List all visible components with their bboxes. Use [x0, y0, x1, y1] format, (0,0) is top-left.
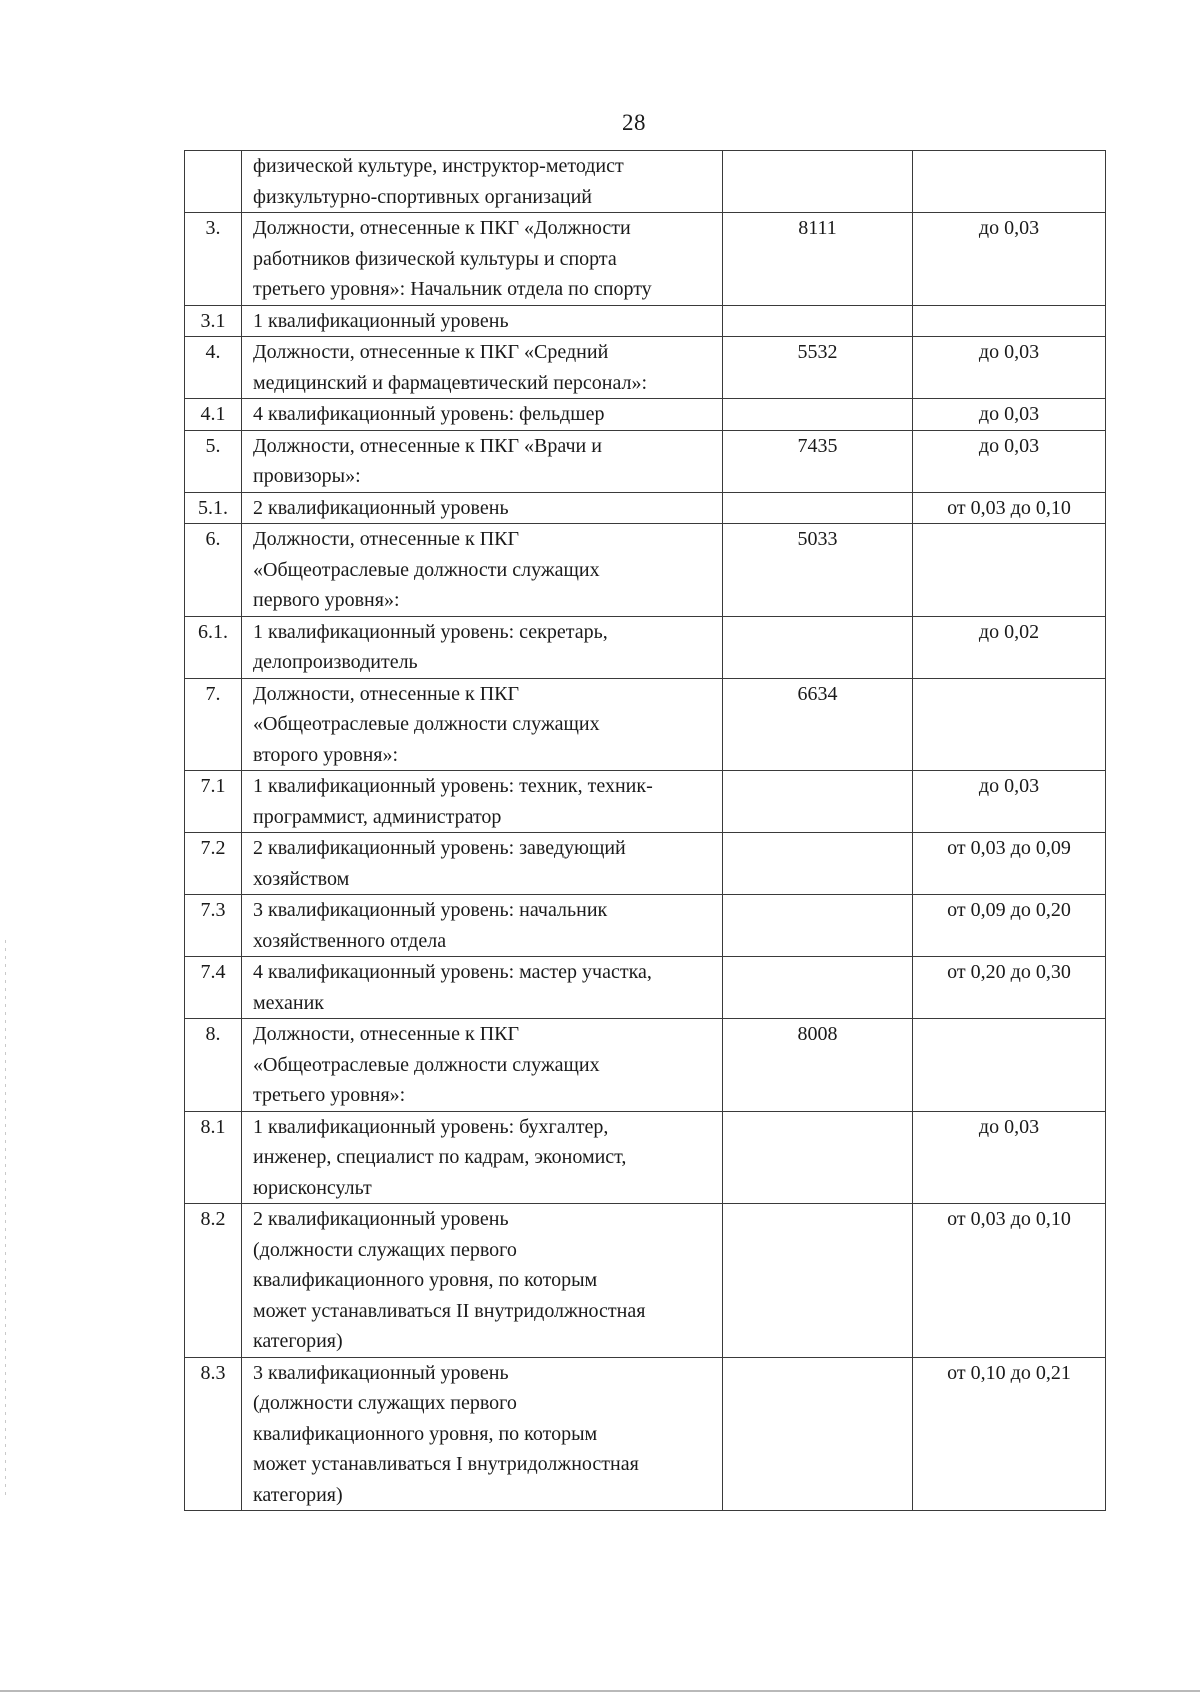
position-description-cell: [242, 1204, 723, 1358]
page-bottom-edge: [0, 1690, 1200, 1692]
description-line: провизоры»:: [253, 465, 361, 487]
description-line: 1 квалификационный уровень: [253, 309, 509, 332]
coefficient-cell: [913, 305, 1106, 337]
position-description-cell: [242, 399, 723, 431]
coefficient-cell: от 0,09 до 0,20: [913, 895, 1106, 957]
table-row: [185, 678, 1106, 771]
table-row: [185, 213, 1106, 306]
table-row: [185, 430, 1106, 492]
code-cell: 6634: [723, 678, 913, 771]
coefficient-cell: до 0,03: [913, 1111, 1106, 1204]
code-cell: 5532: [723, 337, 913, 399]
row-number-cell: 5.1.: [185, 492, 242, 524]
position-description-cell: [242, 524, 723, 617]
row-number-cell: 7.: [185, 678, 242, 771]
description-line: первого уровня»:: [253, 589, 400, 611]
description-line: 4 квалификационный уровень: фельдшер: [253, 403, 605, 425]
page-number: 28: [622, 110, 646, 135]
description-line: Должности, отнесенные к ПКГ: [253, 528, 520, 550]
description-line: 2 квалификационный уровень: [253, 496, 509, 519]
description-line: квалификационного уровня, по которым: [253, 1422, 598, 1445]
code-cell: [723, 833, 913, 895]
table-row: [185, 895, 1106, 957]
row-number-cell: 7.4: [185, 957, 242, 1019]
description-line: физкультурно-спортивных организаций: [253, 185, 593, 208]
code-cell: [723, 957, 913, 1019]
code-cell: [723, 616, 913, 678]
position-description-cell: [242, 1111, 723, 1204]
row-number-cell: 8.2: [185, 1204, 242, 1358]
description-line: третьего уровня»: Начальник отдела по спорту: [253, 278, 652, 300]
description-line: хозяйственного отдела: [253, 929, 447, 952]
scan-edge-artifact: [5, 940, 6, 1500]
row-number-cell: 8.3: [185, 1357, 242, 1511]
row-number-cell: 3.: [185, 213, 242, 306]
row-number-cell: 4.: [185, 337, 242, 399]
coefficient-cell: до 0,02: [913, 616, 1106, 678]
position-description-cell: [242, 895, 723, 957]
row-number-cell: 7.2: [185, 833, 242, 895]
table-row: [185, 524, 1106, 617]
position-description-cell: [242, 1019, 723, 1112]
code-cell: [723, 305, 913, 337]
table-row: [185, 1357, 1106, 1511]
code-cell: [723, 492, 913, 524]
description-line: Должности, отнесенные к ПКГ «Должности: [253, 217, 631, 239]
table-row: [185, 305, 1106, 337]
coefficient-cell: [913, 678, 1106, 771]
position-description-cell: [242, 492, 723, 524]
row-number-cell: 6.1.: [185, 616, 242, 678]
description-line: физической культуре, инструктор-методист: [253, 155, 624, 177]
description-line: Должности, отнесенные к ПКГ: [253, 682, 520, 705]
code-cell: [723, 399, 913, 431]
description-line: «Общеотраслевые должности служащих: [253, 1053, 600, 1076]
row-number-cell: 8.: [185, 1019, 242, 1112]
code-cell: 5033: [723, 524, 913, 617]
position-description-cell: [242, 430, 723, 492]
description-line: может устанавливаться II внутридолжностная: [253, 1299, 646, 1322]
code-cell: 7435: [723, 430, 913, 492]
row-number-cell: [185, 151, 242, 213]
description-line: третьего уровня»:: [253, 1084, 406, 1106]
row-number-cell: 3.1: [185, 305, 242, 337]
table-row: [185, 833, 1106, 895]
description-line: может устанавливаться I внутридолжностная: [253, 1453, 639, 1475]
description-line: категория): [253, 1330, 343, 1352]
table-row: [185, 337, 1106, 399]
position-description-cell: [242, 305, 723, 337]
coefficient-cell: [913, 524, 1106, 617]
position-description-cell: [242, 213, 723, 306]
coefficient-cell: до 0,03: [913, 337, 1106, 399]
description-line: «Общеотраслевые должности служащих: [253, 558, 600, 581]
description-line: Должности, отнесенные к ПКГ «Врачи и: [253, 434, 602, 457]
code-cell: 8111: [723, 213, 913, 306]
description-line: Должности, отнесенные к ПКГ: [253, 1023, 520, 1045]
position-description-cell: [242, 678, 723, 771]
code-cell: [723, 1357, 913, 1511]
code-cell: [723, 1111, 913, 1204]
coefficient-cell: [913, 1019, 1106, 1112]
description-line: 1 квалификационный уровень: бухгалтер,: [253, 1115, 609, 1138]
coefficient-cell: до 0,03: [913, 213, 1106, 306]
table-body: [185, 151, 1106, 1511]
position-description-cell: [242, 616, 723, 678]
coefficient-cell: до 0,03: [913, 399, 1106, 431]
description-line: работников физической культуры и спорта: [253, 247, 617, 270]
description-line: делопроизводитель: [253, 651, 418, 673]
description-line: 3 квалификационный уровень: [253, 1361, 509, 1384]
description-line: «Общеотраслевые должности служащих: [253, 713, 600, 735]
table-row: [185, 151, 1106, 213]
row-number-cell: 5.: [185, 430, 242, 492]
description-line: программист, администратор: [253, 805, 502, 828]
position-description-cell: [242, 833, 723, 895]
description-line: механик: [253, 991, 325, 1014]
code-cell: [723, 895, 913, 957]
table-row: [185, 957, 1106, 1019]
code-cell: [723, 151, 913, 213]
description-line: 2 квалификационный уровень: заведующий: [253, 837, 626, 859]
row-number-cell: 7.3: [185, 895, 242, 957]
description-line: 1 квалификационный уровень: техник, техник-: [253, 775, 653, 797]
coefficient-cell: до 0,03: [913, 430, 1106, 492]
description-line: (должности служащих первого: [253, 1238, 517, 1261]
description-line: инженер, специалист по кадрам, экономист,: [253, 1146, 627, 1168]
row-number-cell: 6.: [185, 524, 242, 617]
coefficient-cell: [913, 151, 1106, 213]
table-row: [185, 1019, 1106, 1112]
position-description-cell: [242, 771, 723, 833]
description-line: квалификационного уровня, по которым: [253, 1269, 598, 1291]
description-line: Должности, отнесенные к ПКГ «Средний: [253, 341, 609, 363]
table-row: [185, 492, 1106, 524]
table-row: [185, 616, 1106, 678]
code-cell: 8008: [723, 1019, 913, 1112]
table-row: [185, 1111, 1106, 1204]
coefficient-cell: от 0,03 до 0,09: [913, 833, 1106, 895]
position-description-cell: [242, 151, 723, 213]
description-line: хозяйством: [253, 867, 350, 890]
coefficient-cell: от 0,10 до 0,21: [913, 1357, 1106, 1511]
coefficient-cell: от 0,20 до 0,30: [913, 957, 1106, 1019]
row-number-cell: 8.1: [185, 1111, 242, 1204]
coefficient-cell: до 0,03: [913, 771, 1106, 833]
row-number-cell: 4.1: [185, 399, 242, 431]
coefficient-cell: от 0,03 до 0,10: [913, 492, 1106, 524]
position-description-cell: [242, 337, 723, 399]
description-line: (должности служащих первого: [253, 1392, 517, 1414]
description-line: юрисконсульт: [253, 1176, 372, 1199]
description-line: 3 квалификационный уровень: начальник: [253, 899, 608, 921]
description-line: медицинский и фармацевтический персонал»:: [253, 371, 648, 394]
description-line: 4 квалификационный уровень: мастер участка,: [253, 961, 652, 983]
code-cell: [723, 1204, 913, 1358]
description-line: второго уровня»:: [253, 743, 399, 766]
positions-table: [184, 150, 1106, 1511]
description-line: 1 квалификационный уровень: секретарь,: [253, 620, 608, 643]
description-line: 2 квалификационный уровень: [253, 1208, 509, 1230]
position-description-cell: [242, 957, 723, 1019]
table-row: [185, 399, 1106, 431]
description-line: категория): [253, 1483, 343, 1506]
code-cell: [723, 771, 913, 833]
coefficient-cell: от 0,03 до 0,10: [913, 1204, 1106, 1358]
table-row: [185, 1204, 1106, 1358]
position-description-cell: [242, 1357, 723, 1511]
row-number-cell: 7.1: [185, 771, 242, 833]
table-row: [185, 771, 1106, 833]
